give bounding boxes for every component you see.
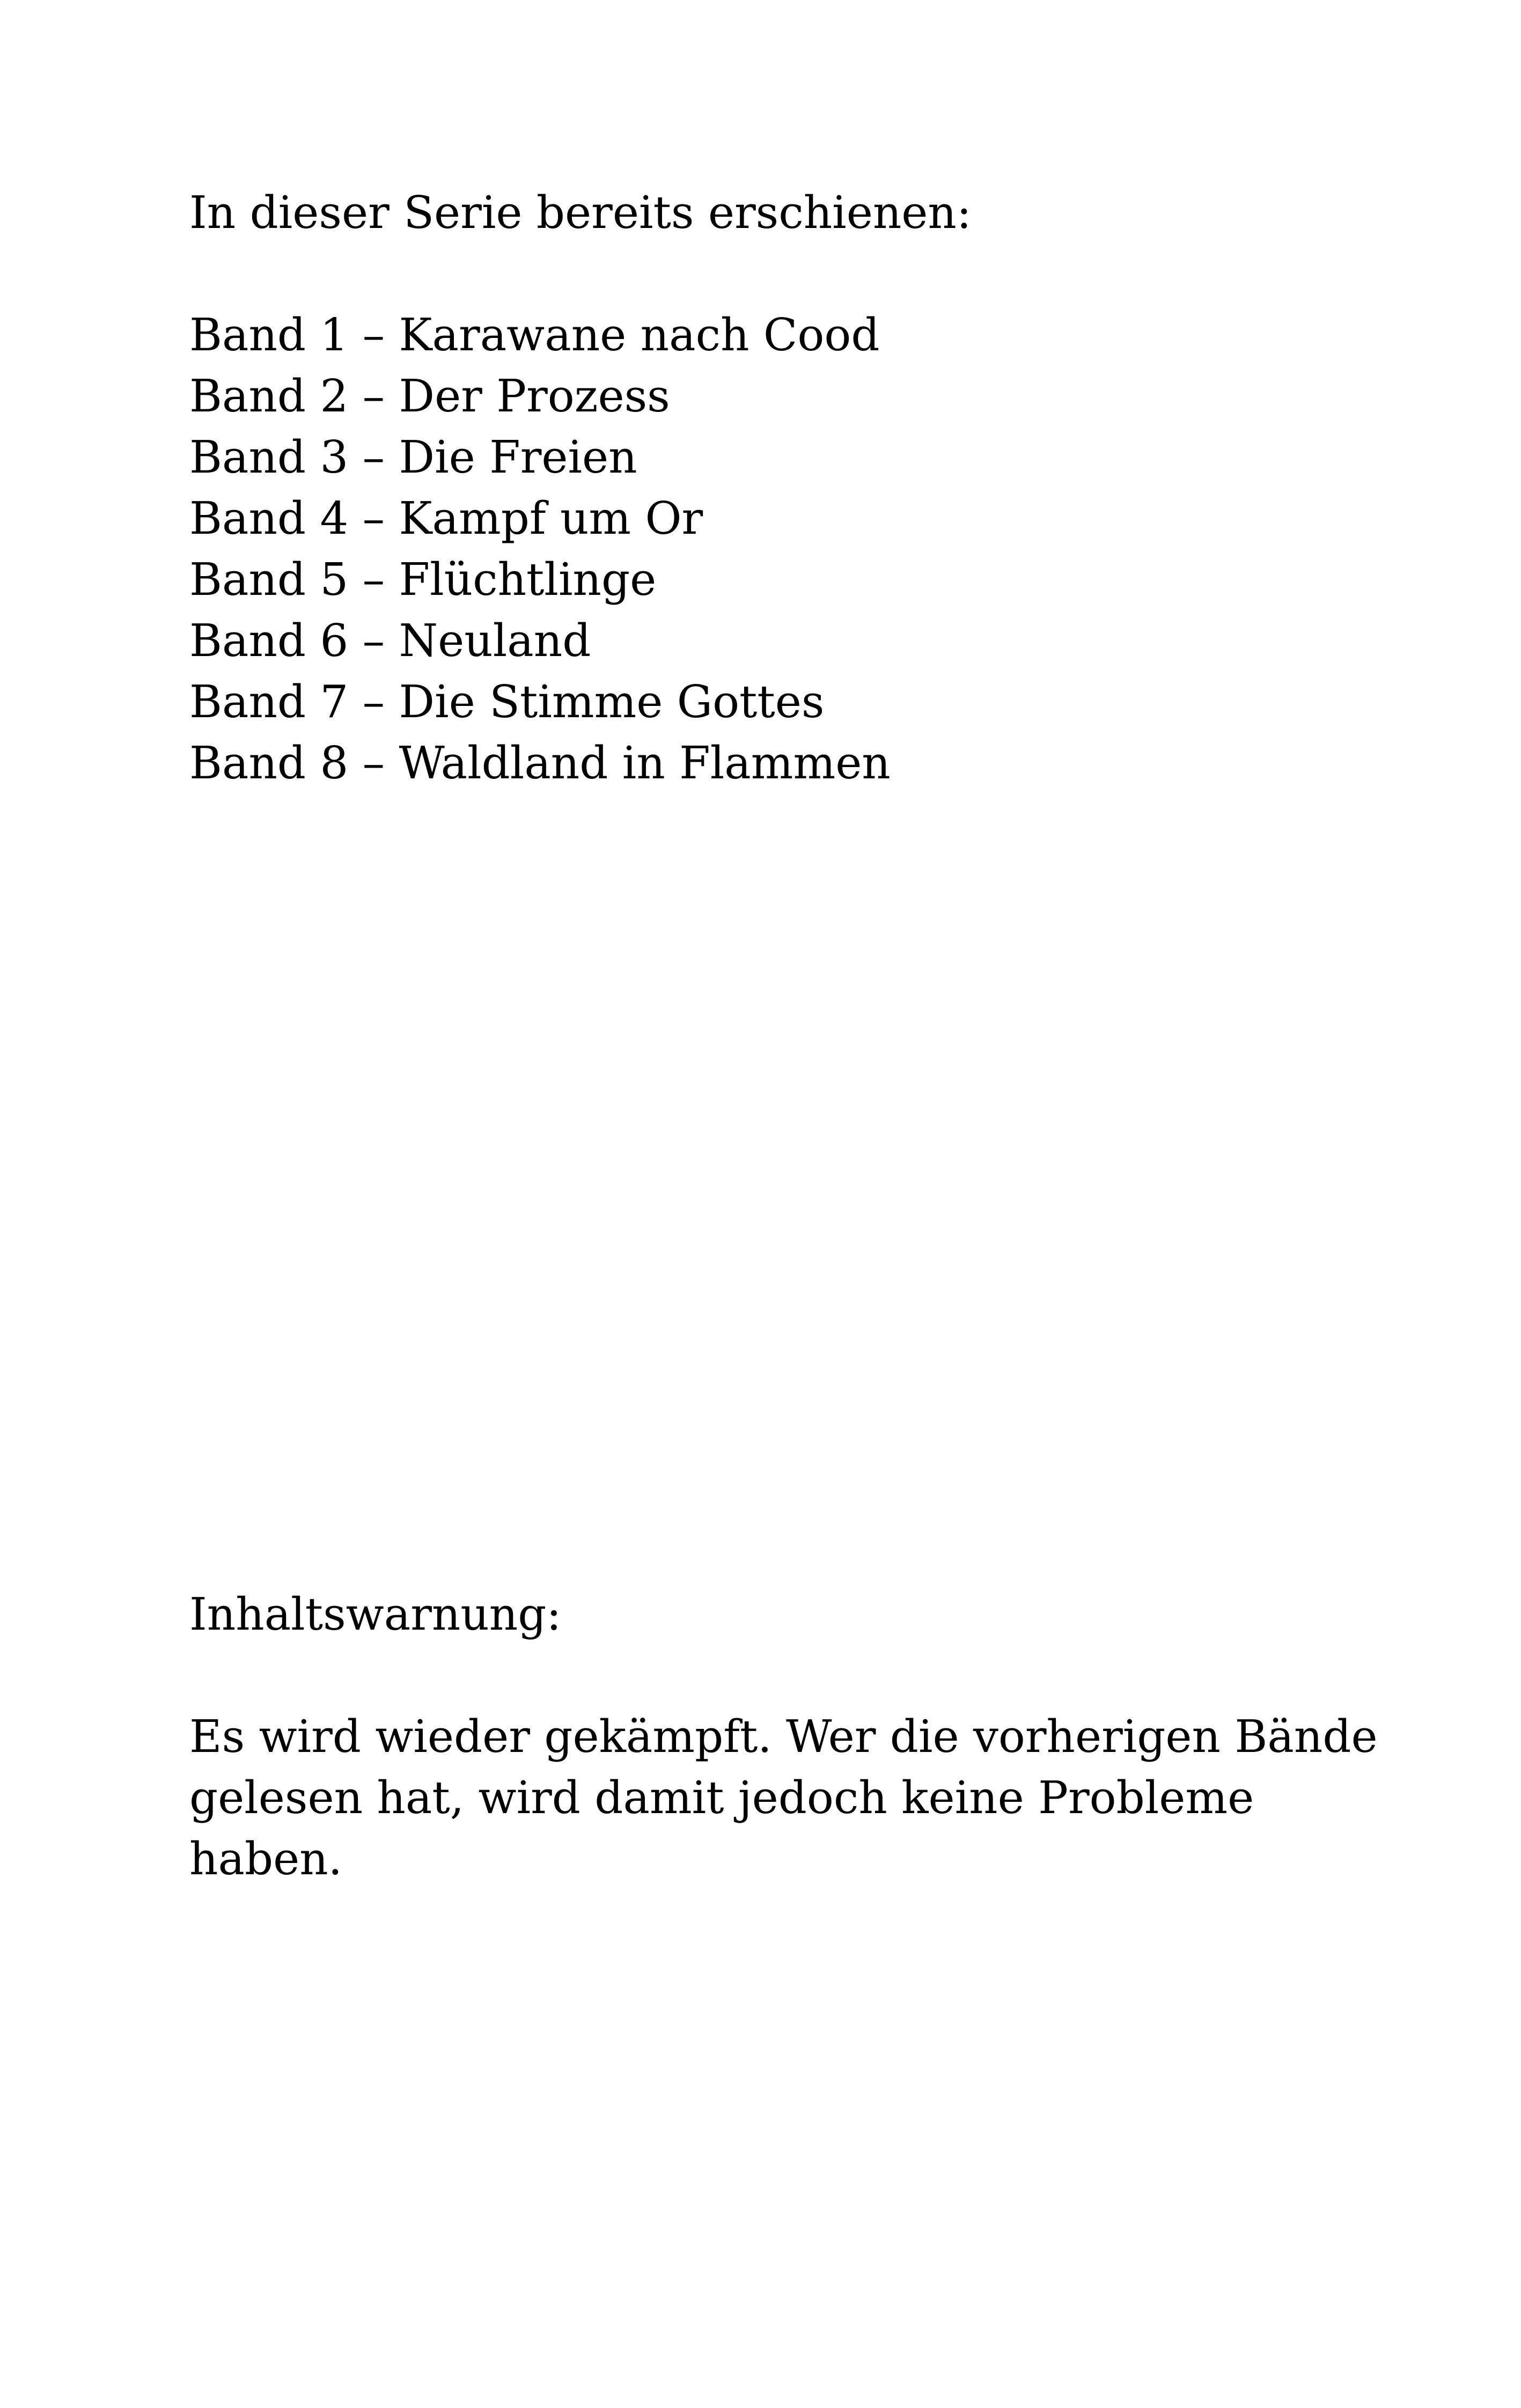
warning-text-line-2: gelesen hat, wird damit jedoch keine Probleme (189, 1772, 1254, 1824)
spacer (189, 1645, 1370, 1706)
series-list-section (189, 182, 1370, 794)
series-book-7: Band 7 – Die Stimme Gottes (189, 676, 825, 728)
spacer (189, 244, 1370, 305)
warning-text-line-3: haben. (189, 1833, 343, 1885)
series-book-2: Band 2 – Der Prozess (189, 370, 670, 422)
warning-text-line-1: Es wird wieder gekämpft. Wer die vorherigen Bände (189, 1711, 1378, 1763)
series-heading: In dieser Serie bereits erschienen: (189, 187, 972, 239)
series-book-6: Band 6 – Neuland (189, 615, 591, 667)
series-book-3: Band 3 – Die Freien (189, 431, 637, 483)
series-book-4: Band 4 – Kampf um Or (189, 492, 703, 544)
series-book-5: Band 5 – Flüchtlinge (189, 554, 657, 606)
series-book-1: Band 1 – Karawane nach Cood (189, 309, 880, 361)
series-book-8: Band 8 – Waldland in Flammen (189, 737, 891, 789)
content-warning-section (189, 1584, 1378, 1890)
warning-heading: Inhaltswarnung: (189, 1588, 562, 1640)
